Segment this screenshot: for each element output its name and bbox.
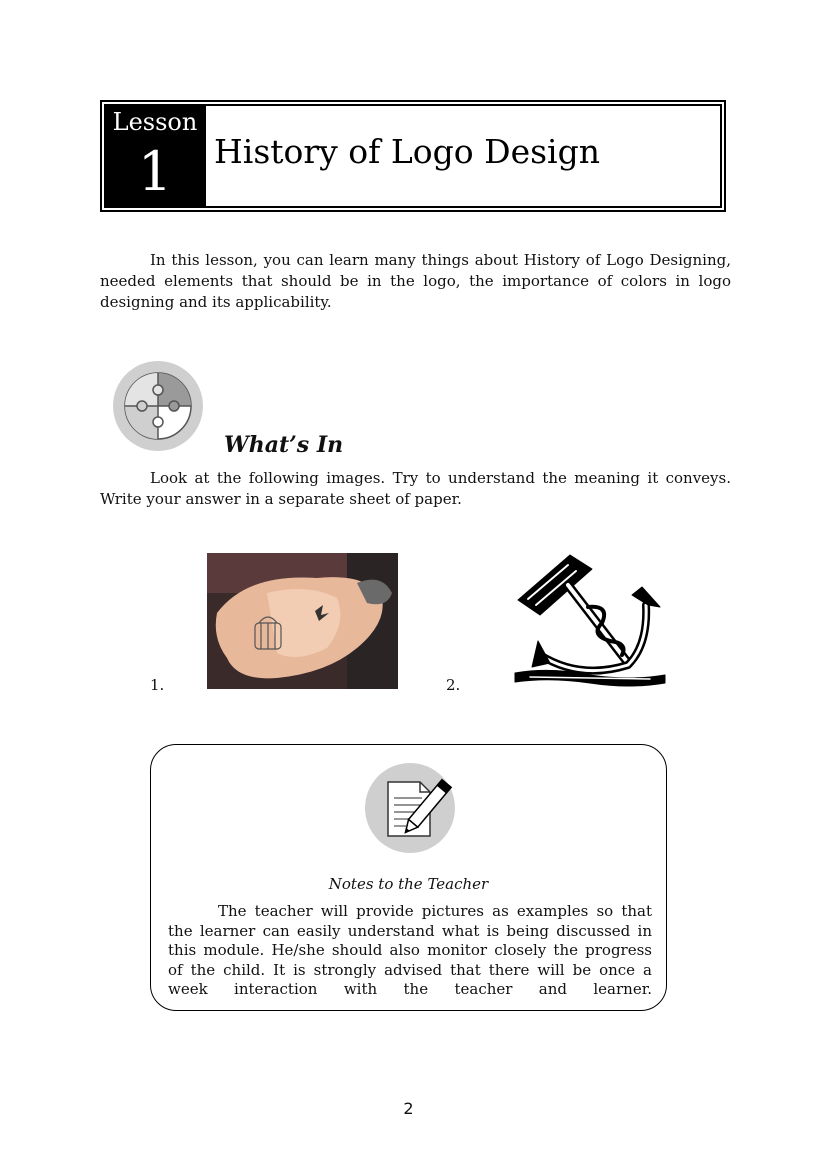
hand-tattoo-photo (207, 553, 398, 689)
section-heading: What’s In (224, 432, 344, 458)
lesson-label: Lesson (112, 108, 198, 136)
lesson-title: History of Logo Design (214, 132, 600, 171)
notes-title: Notes to the Teacher (328, 875, 489, 893)
image-number-2: 2. (446, 676, 461, 694)
page-number: 2 (403, 1099, 414, 1118)
lesson-badge (104, 104, 206, 208)
instructions-paragraph: Look at the following images. Try to understand the meaning it conveys. Write your answer in a separate sheet of paper. (100, 469, 731, 508)
anchor-icon (510, 545, 668, 690)
notepad-pencil-icon (364, 762, 456, 854)
image-number-1: 1. (150, 676, 165, 694)
puzzle-icon (112, 360, 204, 452)
notes-body: The teacher will provide pictures as examples so that the learner can easily understand what is being discussed in this module. He/she should also monitor closely the progress of the child. It is strongly advised that there will be once a week interaction with the teacher and learner. (168, 902, 652, 998)
intro-paragraph: In this lesson, you can learn many things about History of Logo Designing, needed elements that should be in the logo, the importance of colors in logo designing and its applicability. (100, 251, 731, 311)
lesson-number: 1 (137, 140, 173, 203)
